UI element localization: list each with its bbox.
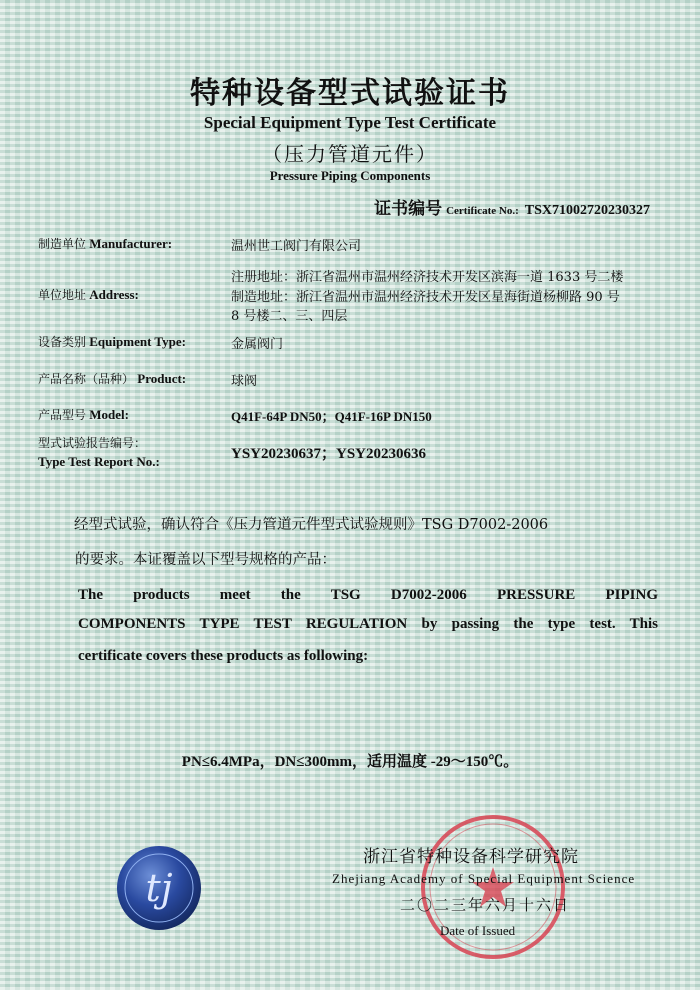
title-cn: 特种设备型式试验证书 bbox=[190, 76, 510, 111]
model-label bbox=[38, 406, 129, 423]
product-value: 球阀 bbox=[231, 374, 258, 389]
issuer-en: Zhejiang Academy of Special Equipment Science bbox=[332, 871, 636, 886]
manufacturer-label-en: Manufacturer: bbox=[89, 236, 173, 251]
address-label-cn: 单位地址 bbox=[38, 288, 87, 302]
manufacturer-label-cn: 制造单位 bbox=[38, 237, 87, 251]
model-label-cn: 产品型号 bbox=[38, 408, 87, 422]
subtitle-en: Pressure Piping Components bbox=[269, 168, 431, 183]
statement-en-line2: COMPONENTS TYPE TEST REGULATION by passing the type test. This bbox=[78, 616, 658, 632]
product-label-cn: 产品名称（品种） bbox=[38, 372, 135, 386]
model-value: Q41F-64P DN50；Q41F-16P DN150 bbox=[231, 409, 432, 424]
issue-date: 二〇二三年六月十六日 bbox=[400, 896, 571, 914]
equipment-type-label-cn: 设备类别 bbox=[38, 335, 87, 349]
model-label-en: Model: bbox=[89, 407, 129, 422]
spec-range: PN≤6.4MPa，DN≤300mm，适用温度 -29～150℃。 bbox=[181, 754, 519, 770]
address-registered: 注册地址：浙江省温州市温州经济技术开发区滨海一道 1633 号二楼 bbox=[231, 270, 624, 285]
title-en: Special Equipment Type Test Certificate bbox=[203, 113, 497, 132]
product-label bbox=[38, 370, 186, 387]
certificate-value: TSX71002720230327 bbox=[524, 203, 650, 218]
address-manufacturing: 制造地址：浙江省温州市温州经济技术开发区星海街道杨柳路 90 号 bbox=[231, 290, 620, 305]
product-label-en: Product: bbox=[137, 371, 187, 386]
report-label-cn-wrap bbox=[38, 434, 146, 451]
statement-en-line1: The products meet the TSG D7002-2006 PRESSURE PIPING bbox=[78, 587, 658, 603]
certificate-label-cn: 证书编号 bbox=[374, 199, 443, 219]
manufacturer-value: 温州世工阀门有限公司 bbox=[231, 239, 362, 254]
official-seal-icon bbox=[418, 812, 568, 962]
address-label-en: Address: bbox=[89, 287, 139, 302]
certificate-number bbox=[374, 194, 650, 219]
subtitle-cn: （压力管道元件） bbox=[262, 142, 438, 166]
equipment-type-label bbox=[38, 333, 186, 350]
equipment-type-label-en: Equipment Type: bbox=[89, 334, 186, 349]
issuer-cn: 浙江省特种设备科学研究院 bbox=[363, 847, 579, 867]
address-label bbox=[38, 286, 139, 303]
report-label-en: Type Test Report No.: bbox=[38, 454, 160, 469]
svg-text:tj: tj bbox=[145, 866, 173, 910]
date-of-issued-label: Date of Issued bbox=[440, 923, 516, 938]
equipment-type-value: 金属阀门 bbox=[231, 337, 284, 352]
certificate-label-en: Certificate No.: bbox=[446, 205, 519, 217]
hologram-logo-icon bbox=[116, 845, 202, 931]
report-value: YSY20230637；YSY20230636 bbox=[231, 446, 427, 462]
manufacturer-label bbox=[38, 235, 172, 252]
report-label-cn: 型式试验报告编号： bbox=[38, 436, 147, 450]
statement-cn-line1: 经型式试验，确认符合《压力管道元件型式试验规则》TSG D7002-2006 bbox=[74, 517, 549, 533]
statement-cn-line2: 的要求。本证覆盖以下型号规格的产品： bbox=[75, 552, 336, 568]
statement-en-line3: certificate covers these products as following: bbox=[78, 648, 369, 664]
address-manufacturing-cont: 8 号楼二、三、四层 bbox=[231, 309, 348, 324]
